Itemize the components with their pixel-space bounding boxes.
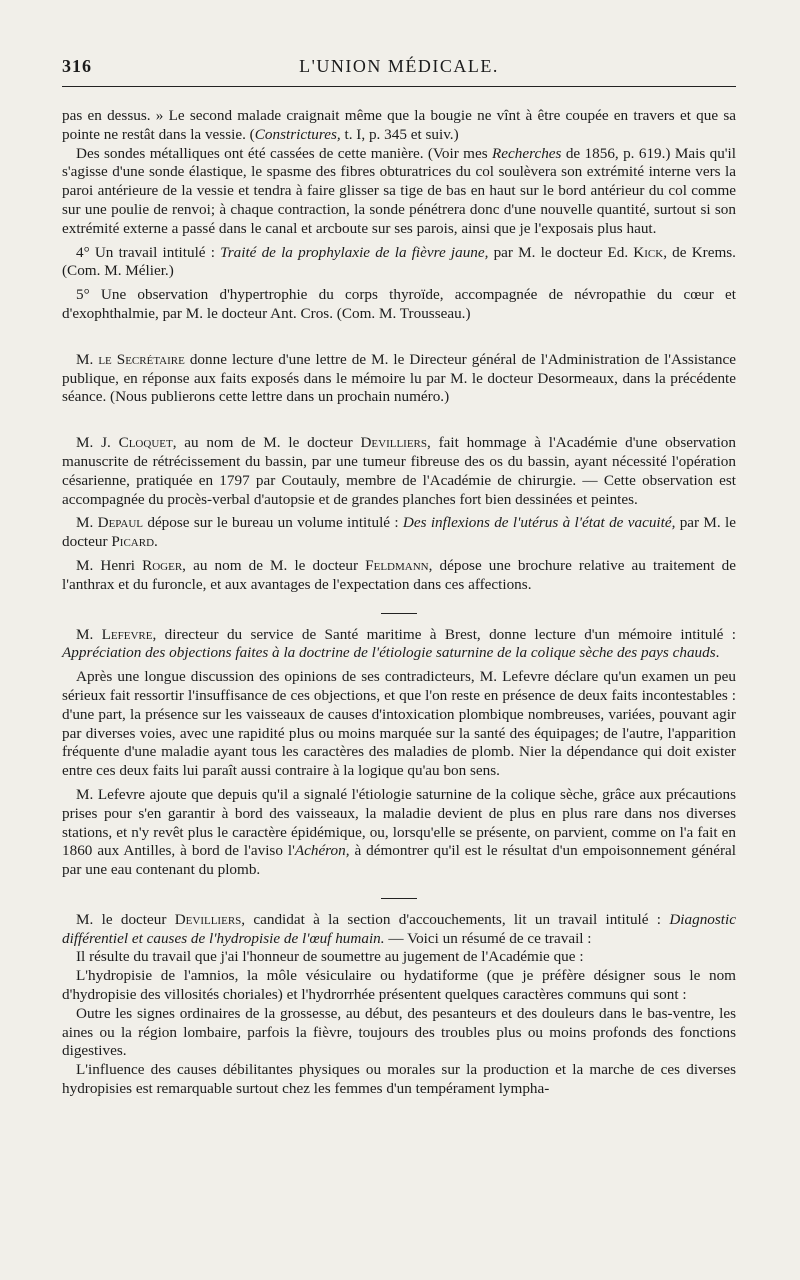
paragraph-influence: L'influence des causes débilitantes physiques ou morales sur la production et la marche de ces diverses hydropisies est remarquable surtout chez les femmes d'un tempérament lympha- — [62, 1061, 736, 1098]
speaker-name: le Secrétaire — [98, 350, 185, 368]
speaker-name: Lefevre — [101, 625, 153, 643]
text-run: dépose sur le bureau un volume intitulé : — [143, 514, 403, 532]
text-run: 4° Un travail intitulé : — [76, 243, 221, 261]
author-name: Kick — [633, 243, 664, 261]
italic-citation: Constrictures, — [254, 125, 341, 143]
text-run: de 1856, p. 619.) Mais qu'il s'agisse d'une sonde élastique, le spasme des fibres obturatrices du col soulèvera son extrémité interne vers la paroi antérieure de la vessie et tendra à faire glisser sa tige de bas en haut sur le bord antérieur du col comme sur une poulie de renvoi; à chaque contraction, la sonde pénétrera donc d'une nouvelle quantité, surtout si son extrémité externe a passé dans le canal et arcboute sur ses parois, ainsi que je l'exposais plus haut. — [62, 144, 736, 237]
author-name: Devilliers — [360, 434, 428, 452]
text-run: . — [154, 533, 158, 551]
speaker-name: Roger — [142, 556, 183, 574]
paragraph-devilliers — [62, 911, 736, 949]
text-run: , fait hommage à l'Académie d'une observation manuscrite de rétrécissement du bassin, par une tumeur fibreuse des os du bassin, ayant nécessité l'opération césarienne, pratiquée en 1797 par Coutauly, membre de l'Académie de chirurgie. — Cette observation est accompagnée du procès-verbal d'autopsie et de grandes planches fort bien dessinées et peintes. — [62, 434, 736, 508]
text-run: à démontrer qu'il est le résultat d'un empoisonnement général par une eau contenant du plomb. — [62, 842, 736, 879]
paragraph-secretaire — [62, 351, 736, 407]
text-run: . — [715, 644, 720, 662]
speaker-name: Cloquet — [118, 434, 173, 452]
author-name: Picard — [111, 533, 155, 551]
text-run: , dépose une brochure relative au traitement de l'anthrax et du furoncle, et aux avantages de l'expectation dans ces affections. — [62, 556, 736, 593]
text-run: par M. le docteur — [62, 514, 736, 551]
text-run: par M. le docteur Ed. — [488, 243, 634, 261]
text-run: , directeur du service de Santé maritime à Brest, donne lecture d'un mémoire intitulé : — [152, 625, 736, 643]
italic-title: Traité de la prophylaxie de la fièvre jaune, — [220, 243, 489, 261]
text-run: Des sondes métalliques ont été cassées de cette manière. (Voir mes — [76, 144, 493, 162]
text-run: M. Lefevre ajoute que depuis qu'il a signalé l'étiologie saturnine de la colique sèche, grâce aux précautions prises pour s'en garantir à bord des vaisseaux, la maladie devient de plus en plus rare dans nos diverses stations, et n'y revêt plus le caractère épidémique, ou, lorsqu'elle se présente, on parvient, comme on l'a fait en 1860 aux Antilles, à bord de l'aviso l' — [62, 785, 736, 860]
text-run: M. le docteur — [76, 910, 175, 928]
paragraph-discussion: Après une longue discussion des opinions de ses contradicteurs, M. Lefevre déclare qu'un examen un peu sérieux fait ressortir l'insuffisance de ces objections, et que l'on reste en présence de deux faits incontestables : d'une part, la présence sur les vaisseaux de causes d'intoxication plombique nombreuses, variées, pouvant agir par diverses voies, avec une rapidité plus ou moins marquée sur la santé des équipages; de l'autre, l'apparition fréquente d'une maladie ayant tous les caractères des maladies de plomb. Nier la dépendance qui doit exister entre ces deux faits lui paraît aussi contraire à la logique qu'au bon sens. — [62, 668, 736, 780]
paragraph-continuation — [62, 107, 736, 145]
paragraph-roger — [62, 557, 736, 595]
paragraph-lefevre — [62, 626, 736, 664]
ship-name: Achéron, — [294, 842, 350, 860]
italic-title: Appréciation des objections faites à la doctrine de l'étiologie saturnine de la colique sèche des pays chauds — [62, 644, 716, 662]
speaker-name: Depaul — [97, 514, 144, 532]
paragraph-signes: Outre les signes ordinaires de la grossesse, au début, des pesanteurs et des douleurs dans le bas-ventre, les aines ou la région lombaire, parfois la fièvre, toujours des troubles plus ou moins profonds des fonctions digestives. — [62, 1004, 736, 1060]
page-header — [62, 0, 736, 76]
text-run: , au nom de M. le docteur — [172, 434, 361, 452]
paragraph-lefevre-ajoute — [62, 786, 736, 880]
paragraph-resulte: Il résulte du travail que j'ai l'honneur de soumettre au jugement de l'Académie que : — [76, 948, 584, 966]
text-run: , au nom de M. le docteur — [182, 556, 366, 574]
text-run: M. — [76, 625, 102, 643]
running-head: L'UNION MÉDICALE. — [299, 56, 499, 76]
paragraph-item-5: 5° Une observation d'hypertrophie du corps thyroïde, accompagnée de névropathie du cœur et d'exophthalmie, par M. le docteur Ant. Cros. (Com. M. Trousseau.) — [62, 286, 736, 322]
paragraph-cloquet — [62, 434, 736, 509]
text-run: — Voici un résumé de ce travail : — [384, 929, 592, 947]
text-run: pas en dessus. » Le second malade craignait même que la bougie ne vînt à être coupée en travers et que sa pointe ne restât dans la vessie. ( — [62, 107, 736, 143]
italic-title: Diagnostic différentiel et causes de l'hydropisie de l'œuf humain. — [62, 910, 736, 947]
italic-citation: Recherches — [492, 144, 562, 162]
text-run: , candidat à la section d'accouchements, lit un travail intitulé : — [241, 910, 670, 928]
paragraph-depaul — [62, 514, 736, 552]
paragraph-sondes — [62, 145, 736, 239]
paragraph-item-4 — [62, 244, 736, 282]
text-run: t. I, p. 345 et suiv.) — [340, 125, 459, 143]
text-run: M. — [76, 350, 99, 368]
section-divider — [381, 898, 417, 899]
text-run: M. — [76, 514, 98, 532]
speaker-name: Devilliers — [174, 910, 242, 928]
text-run: M. J. — [76, 434, 119, 452]
author-name: Feldmann — [365, 556, 429, 574]
body-text — [62, 107, 736, 1099]
text-run: , de Krems. (Com. M. Mélier.) — [62, 243, 736, 280]
page-number: 316 — [62, 56, 92, 76]
text-run: M. Henri — [76, 556, 143, 574]
header-rule — [62, 86, 736, 87]
italic-title: Des inflexions de l'utérus à l'état de vacuité, — [402, 514, 676, 532]
paragraph-hydropisie: L'hydropisie de l'amnios, la môle vésiculaire ou hydatiforme (que je préfère désigner sous le nom d'hydropisie des villosités choriales) et l'hydrorrhée présentent quelques caractères communs qui sont : — [62, 967, 736, 1004]
text-run: donne lecture d'une lettre de M. le Directeur général de l'Administration de l'Assistance publique, en réponse aux faits exposés dans le mémoire lu par M. le docteur Desormeaux, dans la précédente séance. (Nous publierons cette lettre dans un prochain numéro.) — [62, 350, 736, 406]
section-divider — [381, 613, 417, 614]
